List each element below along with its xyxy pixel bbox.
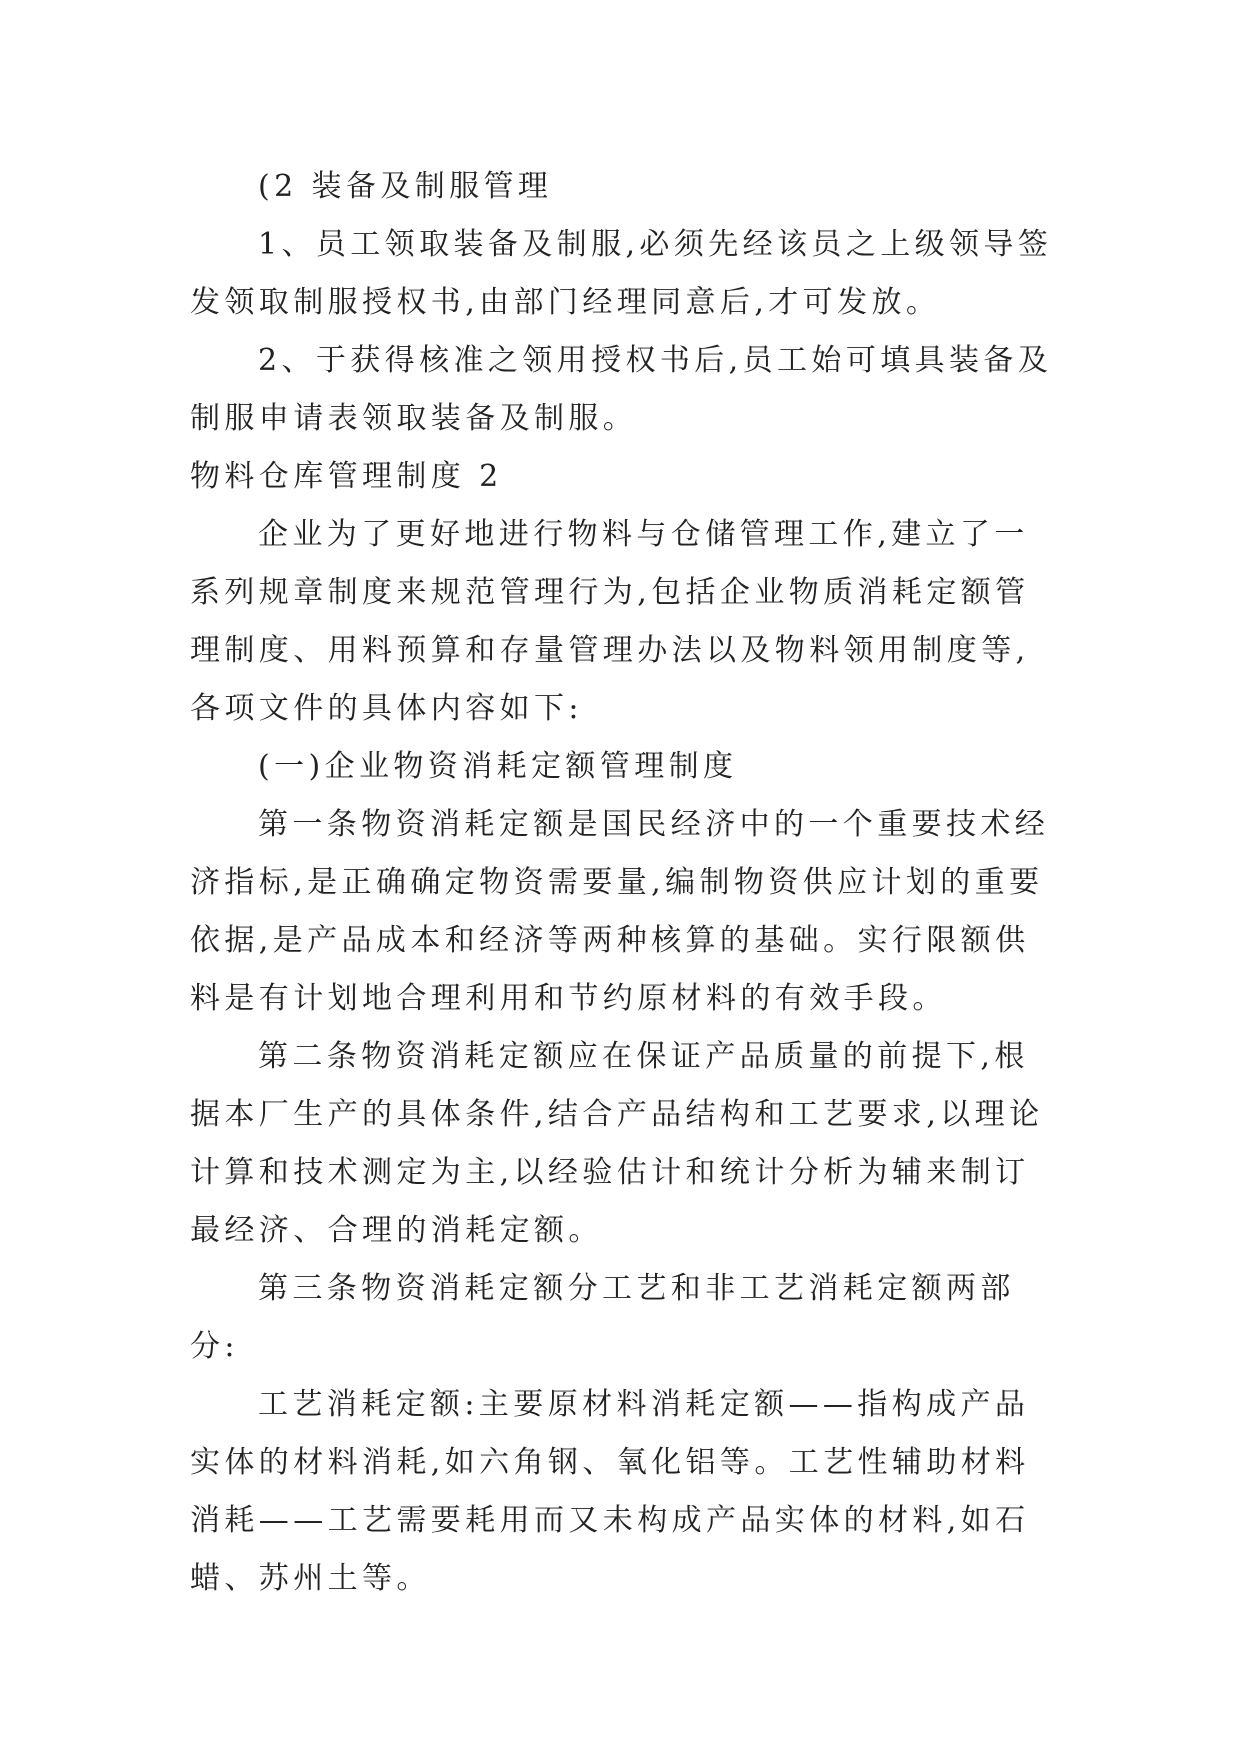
paragraph-article-3: 第三条物资消耗定额分工艺和非工艺消耗定额两部分: [190,1271,1015,1364]
section-heading-uniform-management: (2 装备及制服管理 [258,169,553,204]
paragraph-process-consumption-quota: 工艺消耗定额:主要原材料消耗定额——指构成产品实体的材料消耗,如六角钢、氧化铝等。工艺性辅助材料消耗——工艺需要耗用而又未构成产品实体的材料,如石蜡、苏州土等。 [190,1387,1030,1596]
document-body [190,158,1058,1608]
paragraph-uniform-rule-1: 1、员工领取装备及制服,必须先经该员之上级领导签发领取制服授权书,由部门经理同意后,才可发放。 [190,227,1053,320]
paragraph-introduction: 企业为了更好地进行物料与仓储管理工作,建立了一系列规章制度来规范管理行为,包括企业物质消耗定额管理制度、用料预算和存量管理办法以及物料领用制度等,各项文件的具体内容如下: [190,517,1030,726]
subsection-heading-consumption-quota: (一)企业物资消耗定额管理制度 [258,749,738,784]
paragraph-article-1: 第一条物资消耗定额是国民经济中的一个重要技术经济指标,是正确确定物资需要量,编制物资供应计划的重要依据,是产品成本和经济等两种核算的基础。实行限额供料是有计划地合理利用和节约原材料的有效手段。 [190,807,1050,1016]
paragraph-article-2: 第二条物资消耗定额应在保证产品质量的前提下,根据本厂生产的具体条件,结合产品结构和工艺要求,以理论计算和技术测定为主,以经验估计和统计分析为辅来制订最经济、合理的消耗定额。 [190,1039,1044,1248]
paragraph-uniform-rule-2: 2、于获得核准之领用授权书后,员工始可填具装备及制服申请表领取装备及制服。 [190,343,1053,436]
section-title-warehouse-management: 物料仓库管理制度 2 [190,459,503,494]
